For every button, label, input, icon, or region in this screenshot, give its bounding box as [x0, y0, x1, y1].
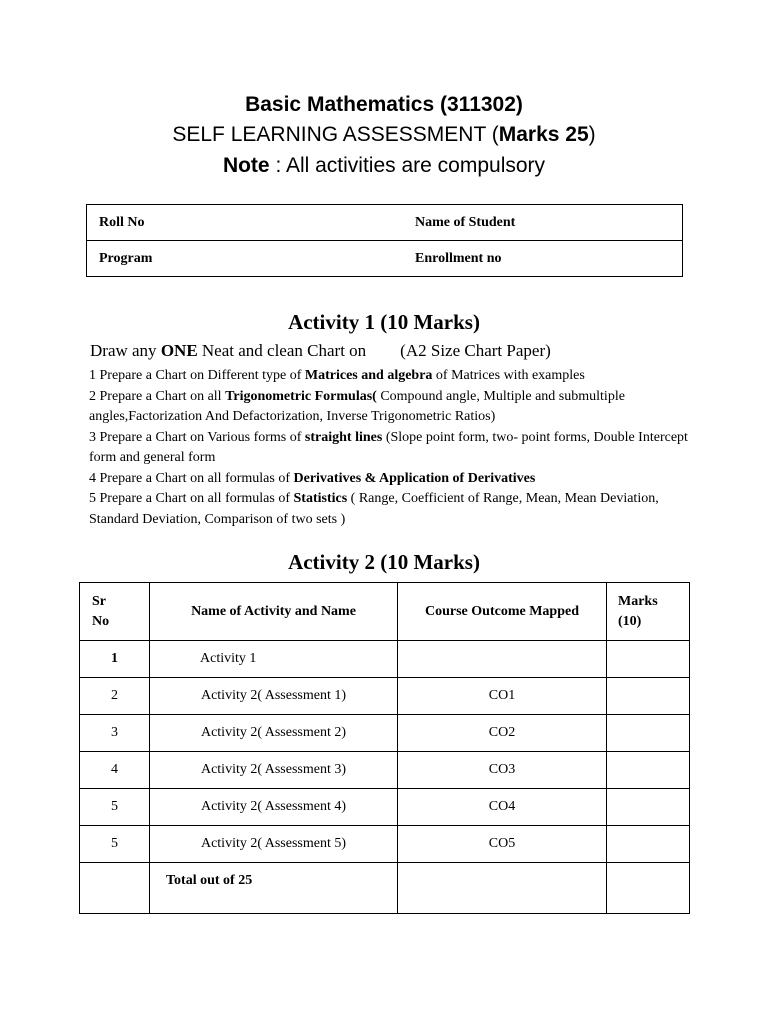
sr-cell: 1: [80, 641, 150, 678]
item-text: ( Range, Coefficient of Range, Mean, Mean Deviation, Standard Deviation, Comparison of two sets ): [89, 491, 659, 527]
item-text: 4 Prepare a Chart on all formulas of: [89, 470, 294, 486]
activity2-title: Activity 2 (10 Marks): [288, 550, 480, 574]
marks-cell: [607, 641, 690, 678]
co-cell: CO2: [398, 715, 607, 752]
activity1-title: Activity 1 (10 Marks): [288, 310, 480, 334]
item-text: of Matrices with examples: [432, 368, 585, 383]
sr-cell: 2: [80, 678, 150, 715]
marks-cell: [607, 715, 690, 752]
table-row: [80, 826, 690, 863]
item-topic: Matrices and algebra: [304, 368, 433, 383]
student-info-table: [86, 204, 683, 277]
item-text: Compound angle, Multiple and submultiple angles,Factorization And Defactorization, Inverse Trigonometric Ratios): [89, 388, 625, 424]
header-text: (10): [618, 613, 642, 629]
note-line: [0, 154, 768, 178]
table-row: [80, 789, 690, 826]
table-row: [80, 715, 690, 752]
table-row: [80, 678, 690, 715]
marks-cell: [607, 863, 690, 914]
activity-name-cell: Activity 1: [150, 641, 398, 678]
item-topic: Derivatives & Application of Derivatives: [293, 470, 536, 486]
activity2-table: [79, 582, 690, 914]
co-cell: CO3: [398, 752, 607, 789]
list-item: [89, 428, 689, 469]
co-cell: CO1: [398, 678, 607, 715]
item-topic: straight lines: [304, 429, 383, 445]
list-item: [89, 387, 689, 428]
total-row: [80, 863, 690, 914]
sr-cell: 3: [80, 715, 150, 752]
instruction-text: Draw any: [90, 341, 161, 360]
sr-cell: 4: [80, 752, 150, 789]
marks-cell: [607, 826, 690, 863]
co-cell: [398, 863, 607, 914]
program-label: Program: [87, 241, 404, 277]
sr-no-header: [80, 583, 150, 641]
co-cell: CO5: [398, 826, 607, 863]
sr-cell: [80, 863, 150, 914]
header-text: Marks: [618, 593, 658, 609]
activity-name-cell: Activity 2( Assessment 5): [150, 826, 398, 863]
activity-name-cell: Activity 2( Assessment 1): [150, 678, 398, 715]
name-of-student-label: Name of Student: [403, 205, 683, 241]
marks-cell: [607, 789, 690, 826]
table-row: [80, 641, 690, 678]
sr-cell: 5: [80, 826, 150, 863]
list-item: [89, 469, 689, 490]
item-topic: Statistics: [293, 491, 348, 506]
item-text: (Slope point form, two- point forms, Double Intercept form and general form: [89, 429, 688, 465]
instruction-text: Neat and clean Chart on (A2 Size Chart Paper): [197, 341, 551, 360]
activity-name-cell: Activity 2( Assessment 4): [150, 789, 398, 826]
activity1-instruction: [90, 341, 551, 361]
item-text: 1 Prepare a Chart on Different type of: [89, 368, 305, 383]
table-row: [80, 752, 690, 789]
co-cell: CO4: [398, 789, 607, 826]
name-header: Name of Activity and Name: [150, 583, 398, 641]
list-item: [89, 489, 689, 530]
marks-cell: [607, 752, 690, 789]
marks-cell: [607, 678, 690, 715]
marks-header: [607, 583, 690, 641]
total-label: Total out of 25: [150, 863, 398, 914]
enrollment-no-label: Enrollment no: [403, 241, 683, 277]
table-row: [87, 205, 683, 241]
page-title: Basic Mathematics (311302): [245, 93, 523, 116]
subtitle-marks: Marks 25: [498, 123, 589, 146]
item-text: 5 Prepare a Chart on all formulas of: [89, 491, 294, 506]
instruction-emphasis: ONE: [160, 341, 198, 360]
header-text: Sr: [92, 593, 106, 609]
page-subtitle: [0, 123, 768, 147]
subtitle-close: ): [588, 123, 596, 146]
table-header-row: [80, 583, 690, 641]
list-item: [89, 366, 689, 387]
item-text: 3 Prepare a Chart on Various forms of: [89, 429, 305, 445]
activity-name-cell: Activity 2( Assessment 2): [150, 715, 398, 752]
co-cell: [398, 641, 607, 678]
sr-cell: 5: [80, 789, 150, 826]
item-text: 2 Prepare a Chart on all: [89, 388, 226, 404]
activity1-list: [89, 366, 689, 530]
roll-no-label: Roll No: [87, 205, 404, 241]
note-text: : All activities are compulsory: [269, 154, 546, 177]
item-topic: Trigonometric Formulas(: [225, 388, 377, 404]
subtitle-text: SELF LEARNING ASSESSMENT (: [172, 123, 499, 146]
course-outcome-header: Course Outcome Mapped: [398, 583, 607, 641]
note-label: Note: [222, 154, 270, 177]
table-row: [87, 241, 683, 277]
header-text: No: [92, 613, 110, 629]
activity-name-cell: Activity 2( Assessment 3): [150, 752, 398, 789]
